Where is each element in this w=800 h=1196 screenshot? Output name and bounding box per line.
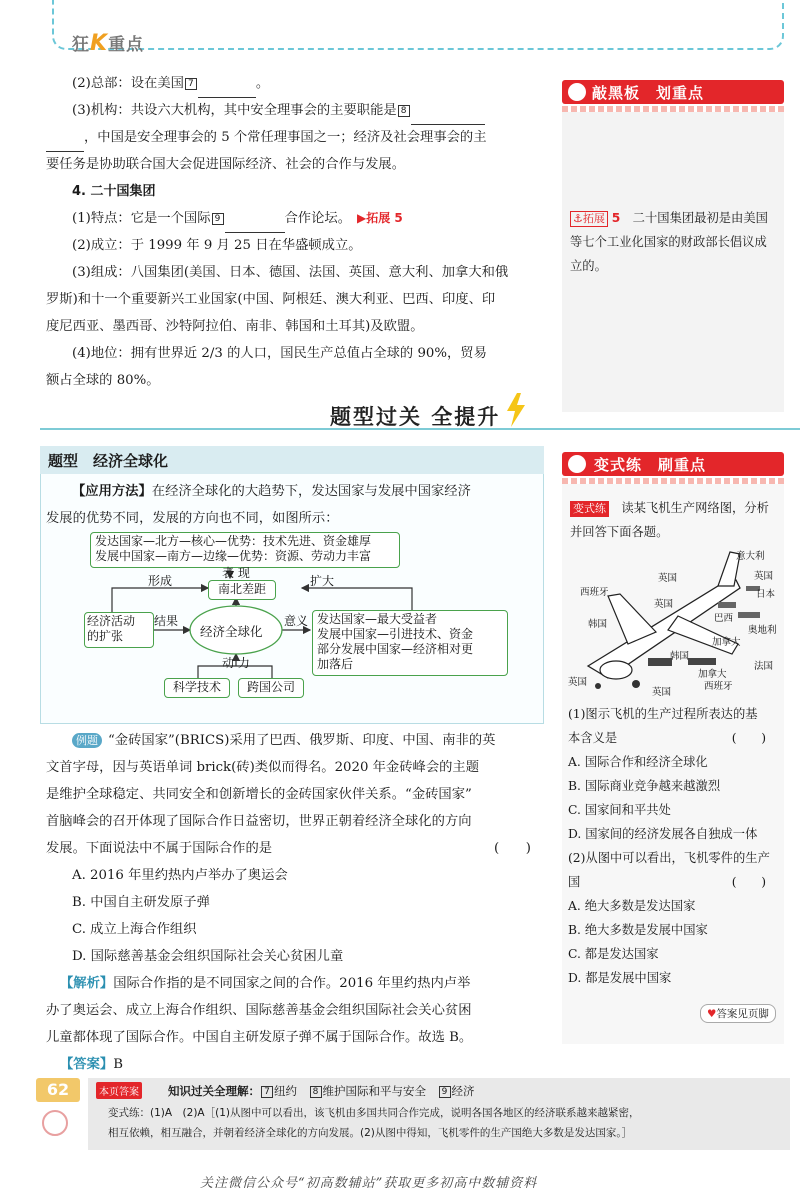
- example-question-line: 文首字母，因与英语单词 brick(砖)类似而得名。2020 年金砖峰会的主题: [46, 760, 480, 775]
- diagram-box-significance: 发达国家—最大受益者 发展中国家—引进技术、资金 部分发展中国家—经济相对更 加落后: [312, 610, 508, 676]
- variant-q2-option-d[interactable]: D. 都是发展中国家: [568, 971, 672, 985]
- blackboard-note: ⚓拓展 5 二十国集团最初是由美国 等七个工业化国家的财政部长倡议成 立的。: [570, 211, 768, 273]
- option-c[interactable]: C. 成立上海合作组织: [72, 922, 197, 937]
- variant-q1-option-a[interactable]: A. 国际合作和经济全球化: [568, 755, 708, 769]
- example-question-line: 首脑峰会的召开体现了国际合作日益密切，世界正朝着经济全球化的方向: [46, 814, 472, 829]
- brand-logo: 狂K重点: [72, 31, 145, 56]
- plane-label: 英国: [652, 687, 672, 698]
- answer-tag: 本页答案: [96, 1082, 142, 1099]
- diagram-label-xingcheng: 形成: [148, 574, 173, 588]
- plane-label: 加拿大: [698, 669, 727, 680]
- header-frame: [52, 0, 784, 50]
- variant-banner: 变式练 刷重点: [562, 452, 784, 476]
- globalization-diagram: [40, 530, 542, 720]
- subheading-g20: 4. 二十国集团: [72, 184, 156, 199]
- answer-link[interactable]: ♥答案见页脚: [700, 1004, 776, 1023]
- example-question-line: 例题 “金砖国家”(BRICS)采用了巴西、俄罗斯、印度、中国、南非的英: [72, 727, 495, 754]
- plane-label: 韩国: [670, 651, 690, 662]
- footer-answer-line: 知识过关全理解： 7 纽约 8 维护国际和平与安全 9 经济: [168, 1084, 475, 1098]
- diagram-box-multinational: 跨国公司: [238, 678, 304, 698]
- plane-label: 韩国: [588, 619, 608, 630]
- page-number: 62: [36, 1078, 80, 1102]
- answer-line: 【答案】B: [60, 1057, 123, 1072]
- diagram-label-yiyi: 意义: [284, 614, 309, 628]
- text-line: (4)地位：拥有世界近 2/3 的人口，国民生产总值占全球的 90%，贸易: [72, 346, 487, 361]
- text-line: 罗斯)和十一个重要新兴工业国家(中国、阿根廷、澳大利亚、巴西、印度、印: [46, 292, 496, 307]
- text-line: (2)成立：于 1999 年 9 月 25 日在华盛顿成立。: [72, 238, 362, 253]
- text-line-feature: (1)特点：它是一个国际 9 合作论坛。 ▶拓展 5: [72, 205, 403, 233]
- pin-icon: ♥: [707, 1008, 717, 1020]
- example-question-line: 发展。下面说法中不属于国际合作的是: [46, 841, 273, 856]
- lightning-icon: [505, 393, 527, 427]
- diagram-box-comparison: 发达国家—北方—核心—优势：技术先进、资金雄厚 发展中国家—南方—边缘—优势：资源、劳动力丰富: [90, 532, 400, 568]
- explanation-line: 办了奥运会、成立上海合作组织、国际慈善基金会组织国际社会关心贫困: [46, 1003, 472, 1018]
- diagram-label-biaoxian: 表 现: [222, 566, 250, 580]
- text-line-org: (3)机构：共设六大机构，其中安全理事会的主要职能是 8: [72, 97, 485, 125]
- footer-answer-line: 变式练：(1)A (2)A［(1)从图中可以看出，该飞机由多国共同合作完成，说明各国各地区的经济联系越来越紧密，: [108, 1107, 640, 1119]
- variant-q2-option-b[interactable]: B. 绝大多数是发展中国家: [568, 923, 708, 937]
- plane-label: 西班牙: [580, 587, 609, 598]
- example-tag: 例题: [72, 733, 102, 748]
- answer-paren: ( ): [494, 841, 531, 856]
- example-question-line: 是维护全球稳定、共同安全和创新增长的金砖国家伙伴关系。“金砖国家”: [46, 787, 472, 802]
- option-b[interactable]: B. 中国自主研发原子弹: [72, 895, 210, 910]
- diagram-label-jieguo: 结果: [154, 614, 179, 628]
- plane-label: 意大利: [736, 551, 765, 562]
- method-text: 发展的优势不同，发展的方向也不同，如图所示：: [46, 511, 339, 526]
- text-line: 额占全球的 80%。: [46, 373, 160, 388]
- variant-q2-option-a[interactable]: A. 绝大多数是发达国家: [568, 899, 696, 913]
- text-line: (3)组成：八国集团(美国、日本、德国、法国、英国、意大利、加拿大和俄: [72, 265, 509, 280]
- airplane-production-map: [568, 546, 782, 698]
- face-icon: [42, 1110, 68, 1136]
- diagram-center-label: 经济全球化: [200, 624, 263, 639]
- variant-tag: 变式练: [570, 501, 609, 517]
- blackboard-banner: 敲黑板 划重点: [562, 80, 784, 104]
- plane-label: 英国: [658, 573, 678, 584]
- option-a[interactable]: A. 2016 年里约热内卢举办了奥运会: [72, 868, 288, 883]
- target-icon: [568, 455, 586, 473]
- plane-label: 英国: [754, 571, 774, 582]
- plane-label: 英国: [654, 599, 674, 610]
- diagram-box-expansion: 经济活动 的扩张: [84, 612, 154, 648]
- variant-q2-option-c[interactable]: C. 都是发达国家: [568, 947, 659, 961]
- variant-q1: (1)图示飞机的生产过程所表达的基 本含义是 ( ) A. 国际合作和经济全球化 B. 国际商业竞争越来越激烈 C. 国家间和平共处 D. 国家间的经济发展各自独成一体 (2)从图中可以看出，飞机零件的生产 国 ( ) A. 绝大多数是发达国家 B. 绝大多数是发展中国家 C. 都是发达国家 D. 都是发展中国家: [568, 702, 782, 990]
- variant-q1-option-b[interactable]: B. 国际商业竞争越来越激烈: [568, 779, 721, 793]
- diagram-box-gap: 南北差距: [208, 580, 276, 600]
- plane-label: 巴西: [714, 613, 734, 624]
- plane-label: 日本: [756, 589, 776, 600]
- extension-link[interactable]: ▶拓展 5: [357, 211, 403, 225]
- plane-label: 西班牙: [704, 681, 733, 692]
- diagram-label-kuoda: 扩大: [310, 574, 335, 588]
- plane-label: 加拿大: [712, 637, 741, 648]
- section-title: 题型过关 全提升: [330, 405, 501, 429]
- plane-label: 法国: [754, 661, 774, 672]
- text-line: 要任务是协助联合国大会促进国际经济、社会的合作与发展。: [46, 157, 406, 172]
- method-text: 【应用方法】在经济全球化的大趋势下，发达国家与发展中国家经济: [72, 484, 471, 499]
- option-d[interactable]: D. 国际慈善基金会组织国际社会关心贫困儿童: [72, 949, 344, 964]
- extension-tag: ⚓拓展: [570, 211, 608, 227]
- plane-label: 奥地利: [748, 625, 777, 636]
- variant-intro: 变式练 读某飞机生产网络图，分析 并回答下面各题。: [570, 501, 769, 539]
- text-line: 度尼西亚、墨西哥、沙特阿拉伯、南非、韩国和土耳其)及欧盟。: [46, 319, 424, 334]
- explanation-line: 儿童都体现了国际合作。中国自主研发原子弹不属于国际合作。故选 B。: [46, 1030, 473, 1045]
- footer-answer-line: 相互依赖，相互融合，并朝着经济全球化的方向发展。(2)从图中得知，飞机零件的生产国绝大多数是发达国家。］: [108, 1127, 633, 1139]
- question-type-header: 题型 经济全球化: [40, 446, 544, 474]
- diagram-label-dongli: 动 力: [222, 656, 250, 670]
- watermark-text: 关注微信公众号“初高数辅站”获取更多初高中数辅资料: [200, 1176, 538, 1191]
- plane-label: 英国: [568, 677, 588, 688]
- variant-q1-option-c[interactable]: C. 国家间和平共处: [568, 803, 671, 817]
- bell-icon: [568, 83, 586, 101]
- explanation-line: 【解析】国际合作指的是不同国家之间的合作。2016 年里约热内卢举: [60, 976, 471, 991]
- text-line: ，中国是安全理事会的 5 个常任理事国之一；经济及社会理事会的主: [46, 124, 487, 152]
- diagram-box-technology: 科学技术: [164, 678, 230, 698]
- variant-q1-option-d[interactable]: D. 国家间的经济发展各自独成一体: [568, 827, 758, 841]
- text-line-hq: (2)总部：设在美国 7 。: [72, 70, 269, 98]
